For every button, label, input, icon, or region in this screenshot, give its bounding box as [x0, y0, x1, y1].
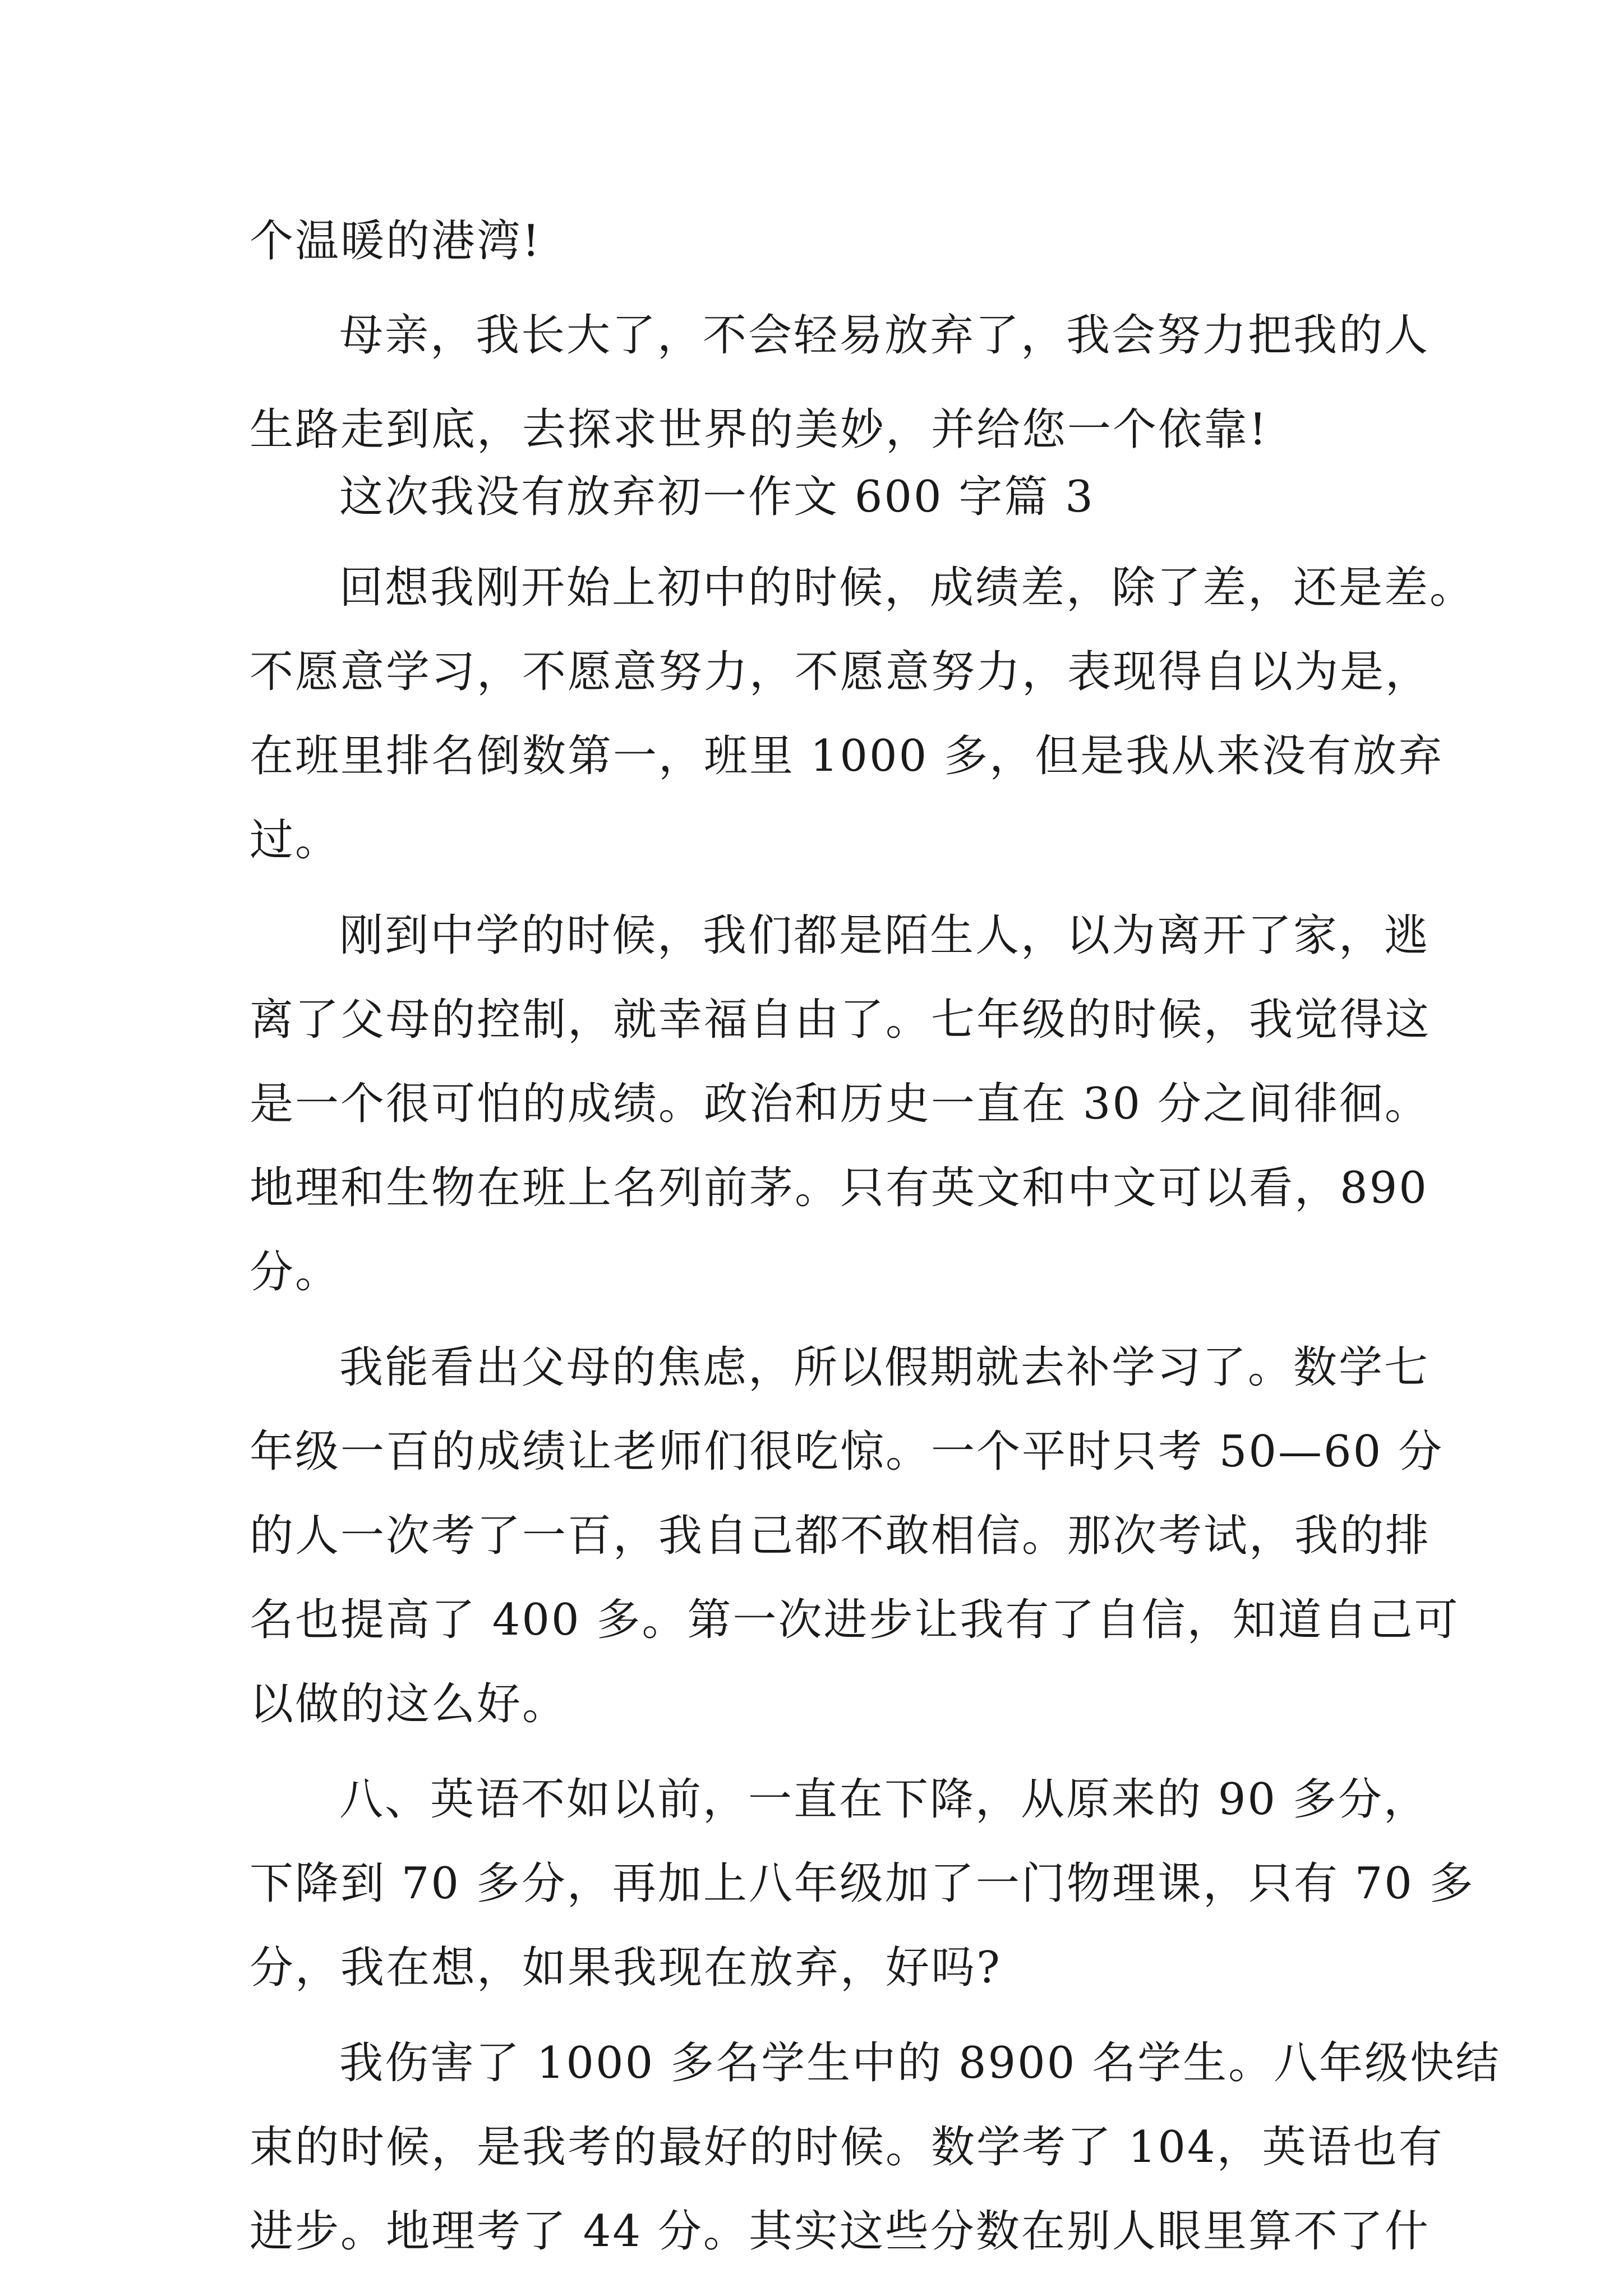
text-line-15: 年级一百的成绩让老师们很吃惊。一个平时只考 50—60 分	[250, 1427, 1444, 1477]
text-line-22: 我伤害了 1000 多名学生中的 8900 名学生。八年级快结	[339, 2038, 1501, 2088]
text-line-20: 下降到 70 多分，再加上八年级加了一门物理课，只有 70 多	[250, 1858, 1475, 1909]
text-line-13: 分。	[250, 1247, 341, 1297]
text-line-8: 过。	[250, 815, 341, 866]
text-line-23: 束的时候，是我考的最好的时候。数学考了 104，英语也有	[250, 2122, 1444, 2173]
text-line-21: 分，我在想，如果我现在放弃，好吗?	[250, 1943, 1002, 1993]
text-line-19: 八、英语不如以前，一直在下降，从原来的 90 多分，	[339, 1774, 1429, 1825]
text-line-24: 进步。地理考了 44 分。其实这些分数在别人眼里算不了什	[250, 2206, 1430, 2257]
text-line-14: 我能看出父母的焦虑，所以假期就去补学习了。数学七	[339, 1342, 1430, 1393]
text-line-1: 个温暖的港湾!	[250, 216, 542, 266]
text-line-18: 以做的这么好。	[250, 1679, 568, 1729]
text-line-16: 的人一次考了一百，我自己都不敢相信。那次考试，我的排	[250, 1511, 1431, 1561]
text-line-2: 母亲，我长大了，不会轻易放弃了，我会努力把我的人	[339, 310, 1430, 361]
text-line-9: 刚到中学的时候，我们都是陌生人，以为离开了家，逃	[339, 910, 1430, 961]
text-line-5: 回想我刚开始上初中的时候，成绩差，除了差，还是差。	[339, 563, 1476, 613]
text-line-11: 是一个很可怕的成绩。政治和历史一直在 30 分之间徘徊。	[250, 1079, 1430, 1129]
text-line-6: 不愿意学习，不愿意努力，不愿意努力，表现得自以为是，	[250, 647, 1431, 697]
text-line-17: 名也提高了 400 多。第一次进步让我有了自信，知道自己可	[250, 1595, 1460, 1645]
essay-heading: 这次我没有放弃初一作文 600 字篇 3	[339, 472, 1095, 522]
text-line-7: 在班里排名倒数第一，班里 1000 多，但是我从来没有放弃	[250, 731, 1444, 781]
text-line-12: 地理和生物在班上名列前茅。只有英文和中文可以看，890	[250, 1163, 1428, 1213]
text-line-10: 离了父母的控制，就幸福自由了。七年级的时候，我觉得这	[250, 995, 1431, 1045]
text-line-3: 生路走到底，去探求世界的美妙，并给您一个依靠!	[250, 404, 1269, 455]
